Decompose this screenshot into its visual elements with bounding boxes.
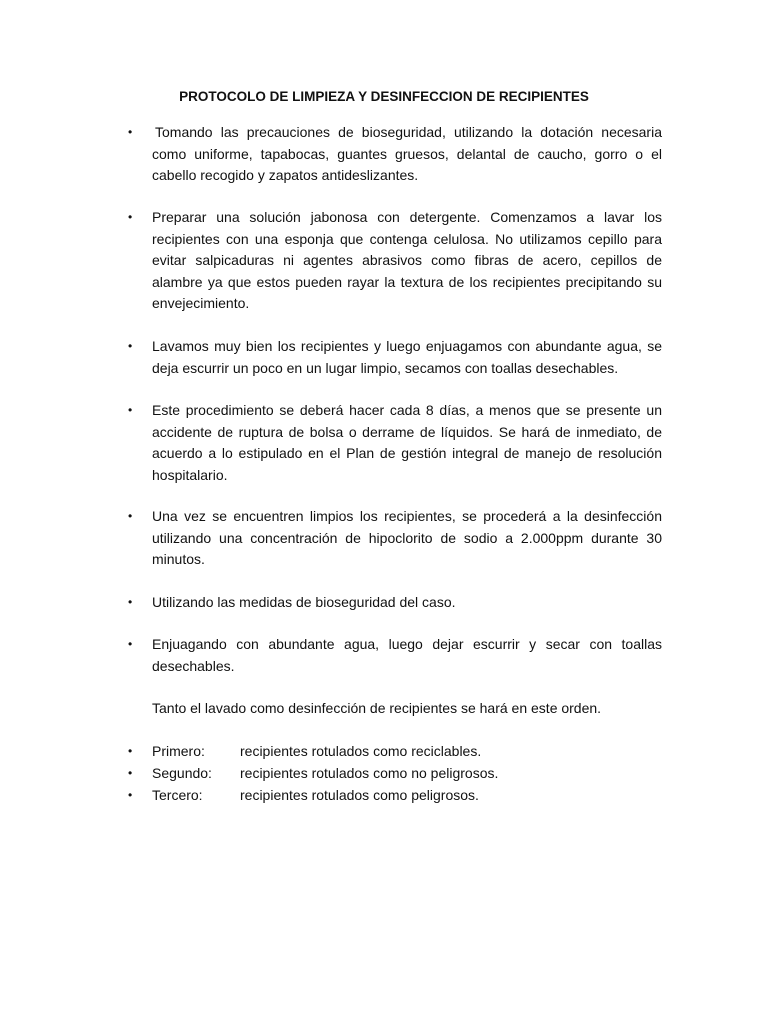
list-item: Una vez se encuentren limpios los recipientes, se procederá a la desinfección utilizando una concentración de hipoclorito de sodio a 2.000ppm durante 30 minutos.	[152, 508, 662, 567]
bullet-icon: •	[128, 210, 133, 224]
bullet-icon: •	[128, 637, 133, 651]
list-item: Tomando las precauciones de bioseguridad, utilizando la dotación necesaria como uniforme, tapabocas, guantes gruesos, delantal de caucho, gorro o el cabello recogido y zapatos antideslizantes.	[152, 124, 662, 183]
list-item: Utilizando las medidas de bioseguridad del caso.	[152, 594, 456, 610]
bullet-icon: •	[128, 766, 133, 780]
bullet-icon: •	[128, 125, 133, 139]
bullet-icon: •	[128, 509, 133, 523]
order-label: Segundo:	[152, 765, 212, 781]
list-item: Preparar una solución jabonosa con detergente. Comenzamos a lavar los recipientes con una esponja que contenga celulosa. No utilizamos cepillo para evitar salpicaduras ni agentes abrasivos como fibras de acero, cepillos de alambre ya que estos pueden rayar la textura de los recipientes precipitando su envejecimiento.	[152, 209, 662, 311]
order-text: recipientes rotulados como peligrosos.	[240, 787, 479, 803]
bullet-icon: •	[128, 744, 133, 758]
bullet-icon: •	[128, 339, 133, 353]
bullet-icon: •	[128, 595, 133, 609]
order-text: recipientes rotulados como reciclables.	[240, 743, 482, 759]
order-label: Primero:	[152, 743, 205, 759]
bullet-icon: •	[128, 403, 133, 417]
order-intro: Tanto el lavado como desinfección de recipientes se hará en este orden.	[152, 700, 602, 716]
list-item: Este procedimiento se deberá hacer cada 8 días, a menos que se presente un accidente de ruptura de bolsa o derrame de líquidos. Se hará de inmediato, de acuerdo a lo estipulado en el Plan de gestión integral de manejo de resolución hospitalario.	[152, 402, 662, 483]
bullet-icon: •	[128, 788, 133, 802]
order-text: recipientes rotulados como no peligrosos.	[240, 765, 499, 781]
list-item: Lavamos muy bien los recipientes y luego enjuagamos con abundante agua, se deja escurrir un poco en un lugar limpio, secamos con toallas desechables.	[152, 338, 662, 376]
document-title: PROTOCOLO DE LIMPIEZA Y DESINFECCION DE RECIPIENTES	[179, 89, 589, 104]
order-label: Tercero:	[152, 787, 203, 803]
list-item: Enjuagando con abundante agua, luego dejar escurrir y secar con toallas desechables.	[152, 636, 662, 674]
